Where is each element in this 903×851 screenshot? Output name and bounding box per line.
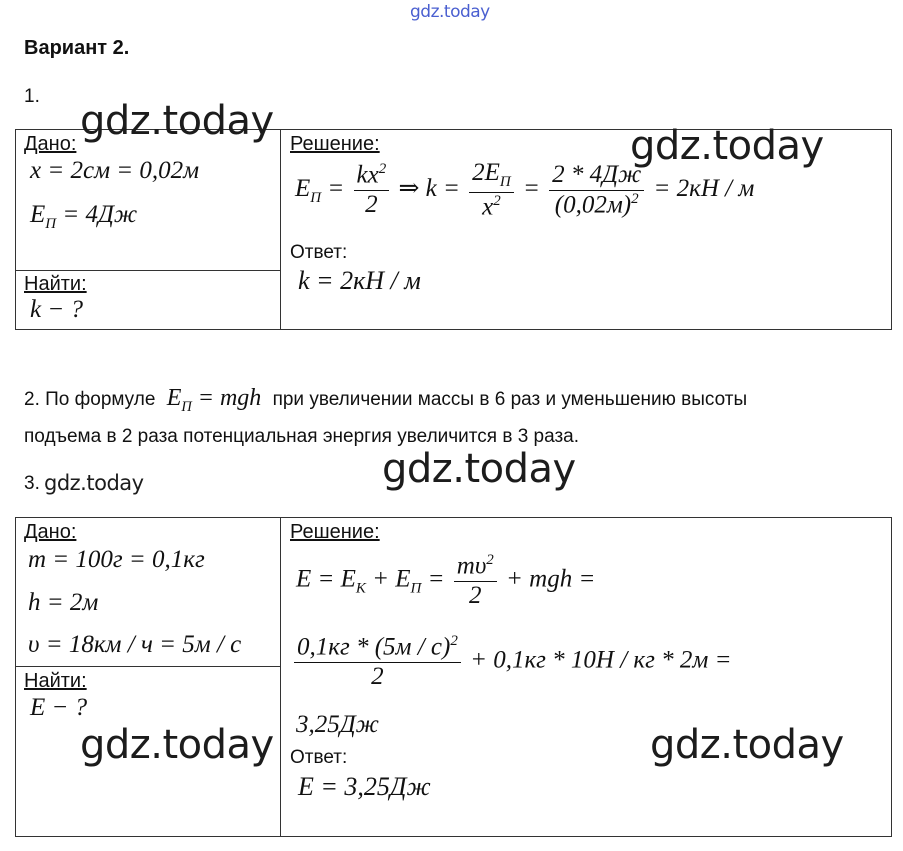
task3-solution-label: Решение: <box>290 521 380 543</box>
task3-number-watermark: gdz.today <box>44 471 144 495</box>
task3-given-h: h = 2м <box>28 589 99 616</box>
task3-given-m: m = 100г = 0,1кг <box>28 546 205 573</box>
task1-answer-value: k = 2кН / м <box>298 266 421 295</box>
watermark-1: gdz.today <box>80 98 274 144</box>
task1-find-value: k − ? <box>30 296 83 323</box>
task3-given-label: Дано: <box>24 521 77 543</box>
task1-divider <box>280 129 281 330</box>
watermark-5: gdz.today <box>650 722 844 768</box>
task2-line1: 2. По формуле $E_П$ = mgh при увеличении массы в 6 раз и уменьшению высоты <box>24 385 748 415</box>
task3-find-divider <box>15 666 281 667</box>
watermark-3: gdz.today <box>382 446 576 492</box>
watermark-4: gdz.today <box>80 722 274 768</box>
task1-solution-label: Решение: <box>290 133 380 155</box>
task1-given-e: $E_П = 4Дж$ <box>30 201 138 232</box>
task3-equation-3: 3,25Дж <box>296 711 379 738</box>
task3-given-v: υ = 18км / ч = 5м / с <box>28 631 242 658</box>
page-title: Вариант 2. <box>24 37 130 59</box>
task1-number: 1. <box>24 86 40 107</box>
task3-number: 3. <box>24 473 40 494</box>
watermark-top: gdz.today <box>410 2 490 22</box>
task1-equation: $E_П$ = $\frac{kx^2}{2}$ ⇒ k = $\frac{2E_П}{x^2}$ = $\frac{2 * 4Дж}{(0,02м)^2}$ = 2кН / м <box>295 159 755 221</box>
task1-given-label: Дано: <box>24 133 77 155</box>
task1-given-x: x = 2см = 0,02м <box>30 157 200 184</box>
task3-find-label: Найти: <box>24 670 87 692</box>
task3-equation-2: $\frac{0,1кг * (5м / с)^2}{2}$ + 0,1кг * 10Н / кг * 2м = <box>294 634 731 690</box>
task3-equation-1: $E = E_К + E_П$ = $\frac{m\upsilon^2}{2}$ + mgh = <box>296 552 596 609</box>
watermark-2: gdz.today <box>630 123 824 169</box>
task3-divider <box>280 517 281 837</box>
task1-answer-label: Ответ: <box>290 242 348 263</box>
task3-find-value: E − ? <box>30 694 88 721</box>
task1-find-label: Найти: <box>24 273 87 295</box>
task2-line2: подъема в 2 раза потенциальная энергия увеличится в 3 раза. <box>24 426 580 447</box>
task3-answer-label: Ответ: <box>290 747 348 768</box>
task1-find-divider <box>15 270 281 271</box>
task3-answer-value: E = 3,25Дж <box>298 772 431 801</box>
